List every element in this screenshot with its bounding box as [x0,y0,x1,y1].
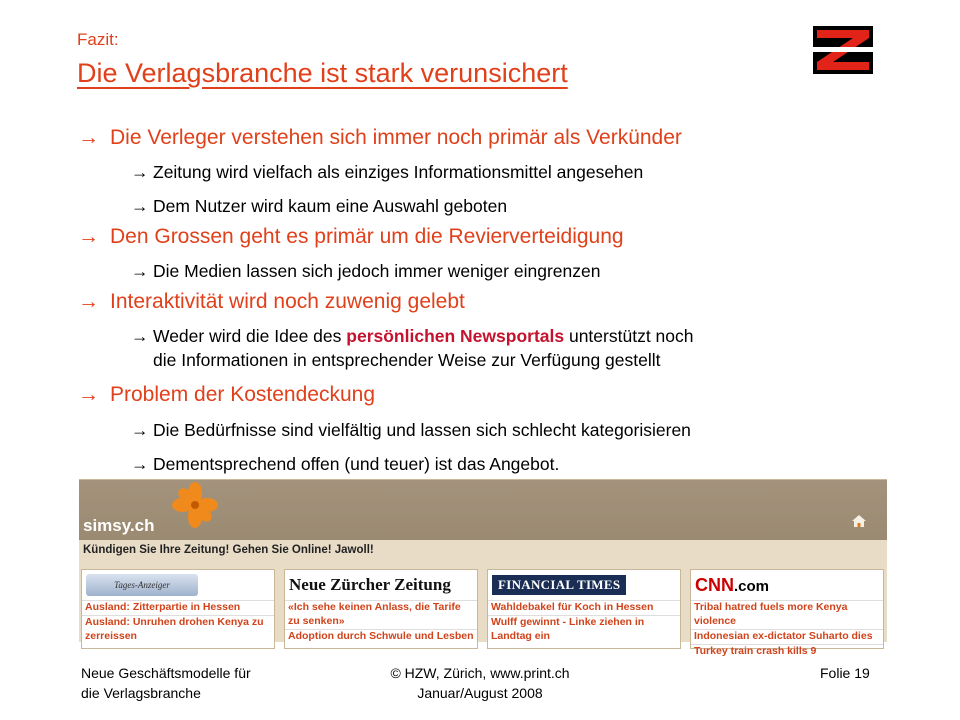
arrow-icon: → [131,261,149,281]
flower-logo-icon [172,482,218,528]
site-name: simsy.ch [83,516,155,535]
highlight-text: persönlichen Newsportals [346,326,565,346]
bullet-3 [78,290,465,314]
arrow-icon: → [131,420,149,440]
cnn-logo: CNN.com [695,574,770,595]
sub-bullet-text: Die Medien lassen sich jedoch immer weniger eingrenzen [153,261,601,281]
bullet-text: Die Verleger verstehen sich immer noch primär als Verkünder [110,126,682,149]
headline-link[interactable]: Indonesian ex-dictator Suharto dies [691,629,883,644]
news-panel-ft [487,569,681,649]
headline-link[interactable]: Tribal hatred fuels more Kenya [691,600,883,615]
arrow-icon: → [131,196,149,216]
bullet-1 [78,126,682,150]
ft-logo: FINANCIAL TIMES [492,575,626,595]
bullet-2 [78,225,624,249]
arrow-icon: → [78,126,99,149]
news-panel-nzz [284,569,478,649]
site-tagline: Kündigen Sie Ihre Zeitung! Gehen Sie Online! Jawoll! [83,544,374,556]
arrow-icon: → [131,454,149,474]
sub-bullet-continuation: die Informationen in entsprechender Weise zur Verfügung gestellt [153,350,661,370]
slide-kicker: Fazit: [77,30,119,49]
bullet-text: Den Grossen geht es primär um die Revierverteidigung [110,225,624,248]
sub-bullet-text: Dementsprechend offen (und teuer) ist das Angebot. [153,454,560,474]
sub-bullet-text: Die Bedürfnisse sind vielfältig und lassen sich schlecht kategorisieren [153,420,691,440]
headline-link[interactable]: zu senken» [288,615,345,627]
bullet-text: Interaktivität wird noch zuwenig gelebt [110,290,465,313]
arrow-icon: → [78,225,99,248]
headline-link[interactable]: violence [694,615,737,627]
news-panel-cnn [690,569,884,657]
headline-link[interactable]: Landtag ein [491,630,550,642]
headline-link[interactable]: «Ich sehe keinen Anlass, die Tarife [285,600,477,615]
sub-bullet-text: Dem Nutzer wird kaum eine Auswahl geboten [153,196,508,216]
sub-bullet [131,452,559,476]
headline-link[interactable]: Turkey train crash kills 9 [691,644,883,659]
sub-bullet [131,324,694,372]
sub-bullet-text: Zeitung wird vielfach als einziges Informationsmittel angesehen [153,162,644,182]
arrow-icon: → [131,162,149,182]
nzz-logo: Neue Zürcher Zeitung [289,575,451,594]
headline-link[interactable]: zerreissen [85,630,137,642]
sub-bullet [131,160,643,184]
headline-link[interactable]: Ausland: Unruhen drohen Kenya zu [82,615,274,630]
hzw-logo [813,26,873,74]
footer-left: Neue Geschäftsmodelle für die Verlagsbranche [81,665,251,701]
headline-link[interactable]: Adoption durch Schwule und Lesben [285,629,477,644]
headline-link[interactable]: Wulff gewinnt - Linke ziehen in [488,615,680,630]
arrow-icon: → [78,290,99,313]
tages-anzeiger-logo: Tages-Anzeiger [86,574,198,596]
headline-link[interactable]: Wahldebakel für Koch in Hessen [488,600,680,615]
footer-center: © HZW, Zürich, www.print.ch Januar/August 2008 [390,665,570,701]
home-icon[interactable] [851,514,867,528]
slide-title: Die Verlagsbranche ist stark verunsichert [77,58,568,88]
arrow-icon: → [131,326,149,346]
slide-number: Folie 19 [820,665,870,681]
sub-bullet [131,259,600,283]
news-panel-tages-anzeiger [81,569,275,649]
bullet-text: Problem der Kostendeckung [110,383,375,406]
website-screenshot [79,479,887,657]
sub-bullet [131,418,691,442]
sub-bullet [131,194,507,218]
bullet-4 [78,383,375,407]
headline-link[interactable]: Ausland: Zitterpartie in Hessen [82,600,274,615]
arrow-icon: → [78,383,99,406]
sub-bullet-text: Weder wird die Idee des [153,326,347,346]
sub-bullet-text: unterstützt noch [564,326,694,346]
